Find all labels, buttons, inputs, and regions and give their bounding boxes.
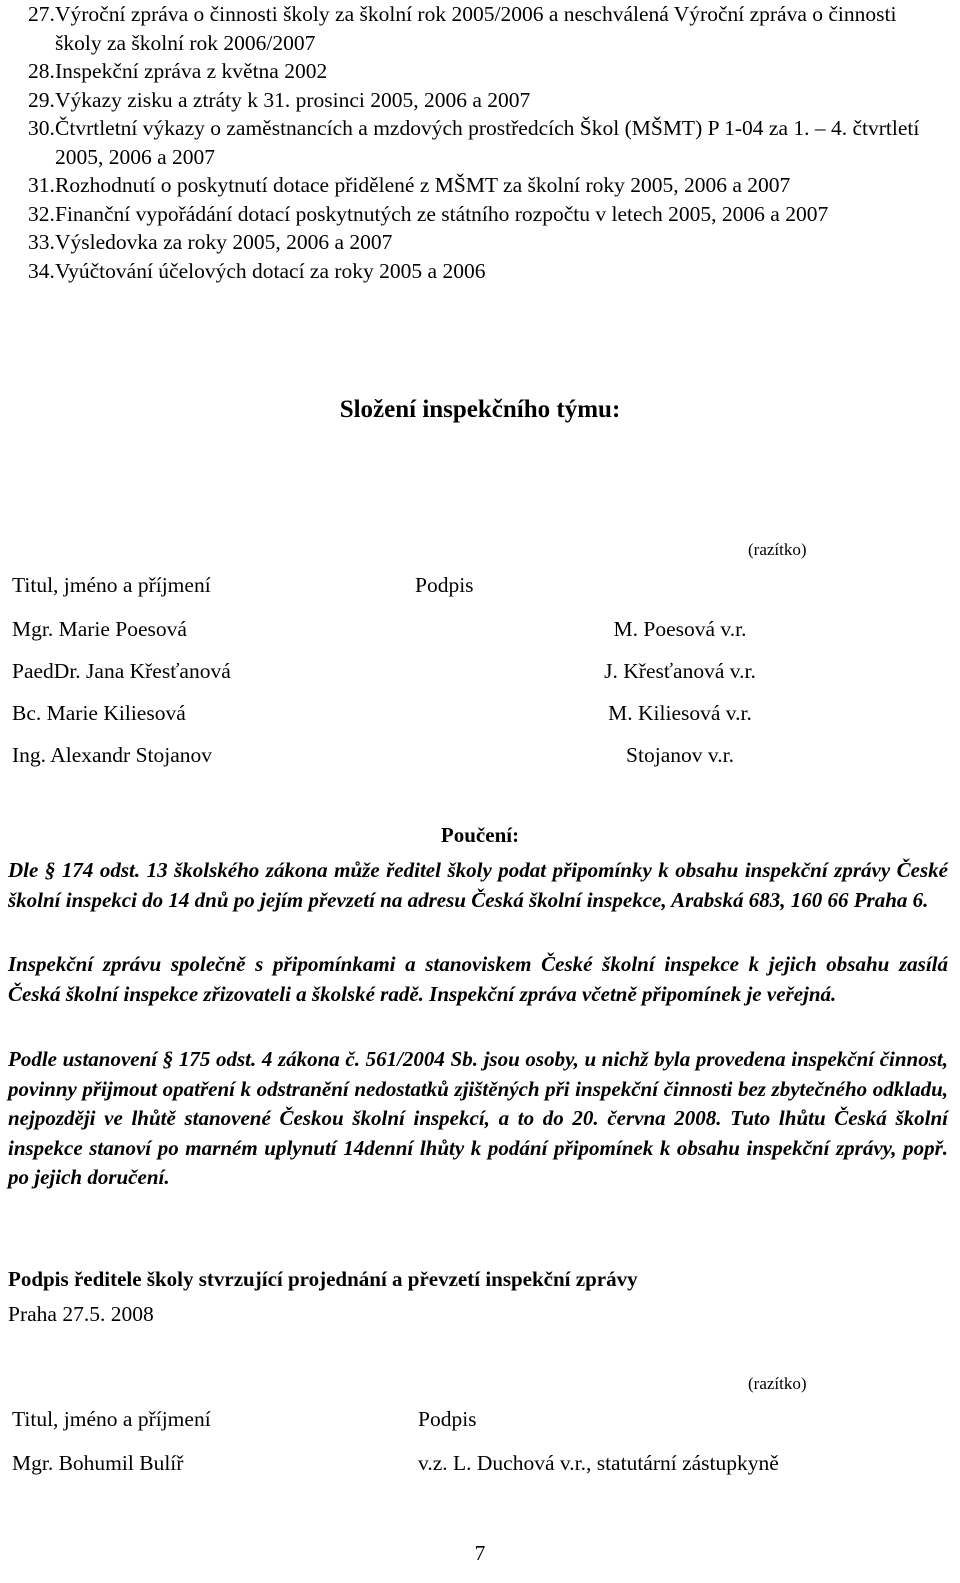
notice-paragraph-1: Dle § 174 odst. 13 školského zákona může ředitel školy podat připomínky k obsahu inspekční zprávy České školní inspekci do 14 dnů po jejím převzetí na adresu Česká školní inspekce, Arabská 683, 160 66 Praha 6. bbox=[8, 858, 948, 912]
list-text: Vyúčtování účelových dotací za roky 2005 a 2006 bbox=[55, 258, 486, 283]
list-item bbox=[8, 228, 948, 257]
team-member-signature: M. Poesová v.r. bbox=[613, 617, 747, 641]
list-number: 27. bbox=[28, 2, 55, 26]
team-col-sign-header: Podpis bbox=[415, 573, 474, 597]
list-number: 33. bbox=[28, 230, 55, 254]
notice-heading: Poučení: bbox=[440, 823, 520, 847]
director-col-name-header: Titul, jméno a příjmení bbox=[12, 1407, 211, 1431]
list-item bbox=[8, 200, 948, 229]
team-member-signature: Stojanov v.r. bbox=[626, 743, 734, 767]
page-number: 7 bbox=[474, 1541, 486, 1565]
attachment-list bbox=[8, 0, 948, 285]
team-col-name-header: Titul, jméno a příjmení bbox=[12, 573, 211, 597]
list-item bbox=[8, 86, 948, 115]
list-number: 29. bbox=[28, 87, 55, 112]
list-item bbox=[8, 257, 948, 286]
list-item bbox=[8, 114, 948, 171]
list-text: Výsledovka za roky 2005, 2006 a 2007 bbox=[55, 230, 393, 254]
notice-paragraph-2: Inspekční zprávu společně s připomínkami a stanoviskem České školní inspekce k jejich obsahu zasílá Česká školní inspekce zřizovateli a školské radě. Inspekční zpráva včetně připomínek je veřejná. bbox=[8, 952, 948, 1006]
list-item bbox=[8, 171, 948, 200]
director-stamp-label: (razítko) bbox=[748, 1374, 807, 1393]
list-item bbox=[8, 57, 948, 86]
director-heading: Podpis ředitele školy stvrzující projednání a převzetí inspekční zprávy bbox=[8, 1267, 638, 1291]
list-text: Čtvrtletní výkazy o zaměstnancích a mzdových prostředcích Škol (MŠMT) P 1-04 za 1. – 4. čtvrtletí 2005, 2006 a 2007 bbox=[55, 116, 920, 169]
list-text: Výroční zpráva o činnosti školy za školní rok 2005/2006 a neschválená Výroční zpráva o činnosti školy za školní rok 2006/2007 bbox=[55, 2, 897, 55]
list-text: Finanční vypořádání dotací poskytnutých ze státního rozpočtu v letech 2005, 2006 a 2007 bbox=[55, 201, 829, 226]
director-col-sign-header: Podpis bbox=[418, 1407, 477, 1431]
list-text: Rozhodnutí o poskytnutí dotace přidělené z MŠMT za školní roky 2005, 2006 a 2007 bbox=[55, 173, 791, 197]
director-name: Mgr. Bohumil Bulíř bbox=[12, 1451, 184, 1475]
list-text: Výkazy zisku a ztráty k 31. prosinci 2005, 2006 a 2007 bbox=[55, 87, 531, 112]
team-member-name: Mgr. Marie Poesová bbox=[12, 617, 187, 641]
list-number: 34. bbox=[28, 258, 55, 283]
list-item bbox=[8, 0, 948, 57]
notice-paragraph-3: Podle ustanovení § 175 odst. 4 zákona č. 561/2004 Sb. jsou osoby, u nichž byla provedena inspekční činnost, povinny přijmout opatření k odstranění nedostatků zjištěných při inspekční činnosti bez zbytečného odkladu, nejpozději ve lhůtě stanovené Českou školní inspekcí, a to do 20. června 2008. Tuto lhůtu Česká školní inspekce stanoví po marném uplynutí 14denní lhůty k podání připomínek k obsahu inspekční zprávy, popř. po jejich doručení. bbox=[8, 1047, 948, 1189]
team-heading: Složení inspekčního týmu: bbox=[339, 396, 621, 423]
list-number: 31. bbox=[28, 173, 55, 197]
list-number: 32. bbox=[28, 201, 55, 226]
list-number: 30. bbox=[28, 116, 55, 140]
team-member-name: Ing. Alexandr Stojanov bbox=[12, 743, 213, 767]
team-member-name: PaedDr. Jana Křesťanová bbox=[12, 659, 231, 683]
team-member-signature: J. Křesťanová v.r. bbox=[604, 659, 756, 683]
place-date: Praha 27.5. 2008 bbox=[8, 1302, 154, 1326]
team-member-signature: M. Kiliesová v.r. bbox=[608, 701, 752, 725]
director-signature: v.z. L. Duchová v.r., statutární zástupkyně bbox=[418, 1451, 779, 1475]
team-stamp-label: (razítko) bbox=[748, 540, 807, 559]
list-text: Inspekční zpráva z května 2002 bbox=[55, 59, 328, 83]
team-member-name: Bc. Marie Kiliesová bbox=[12, 701, 186, 725]
list-number: 28. bbox=[28, 59, 55, 83]
